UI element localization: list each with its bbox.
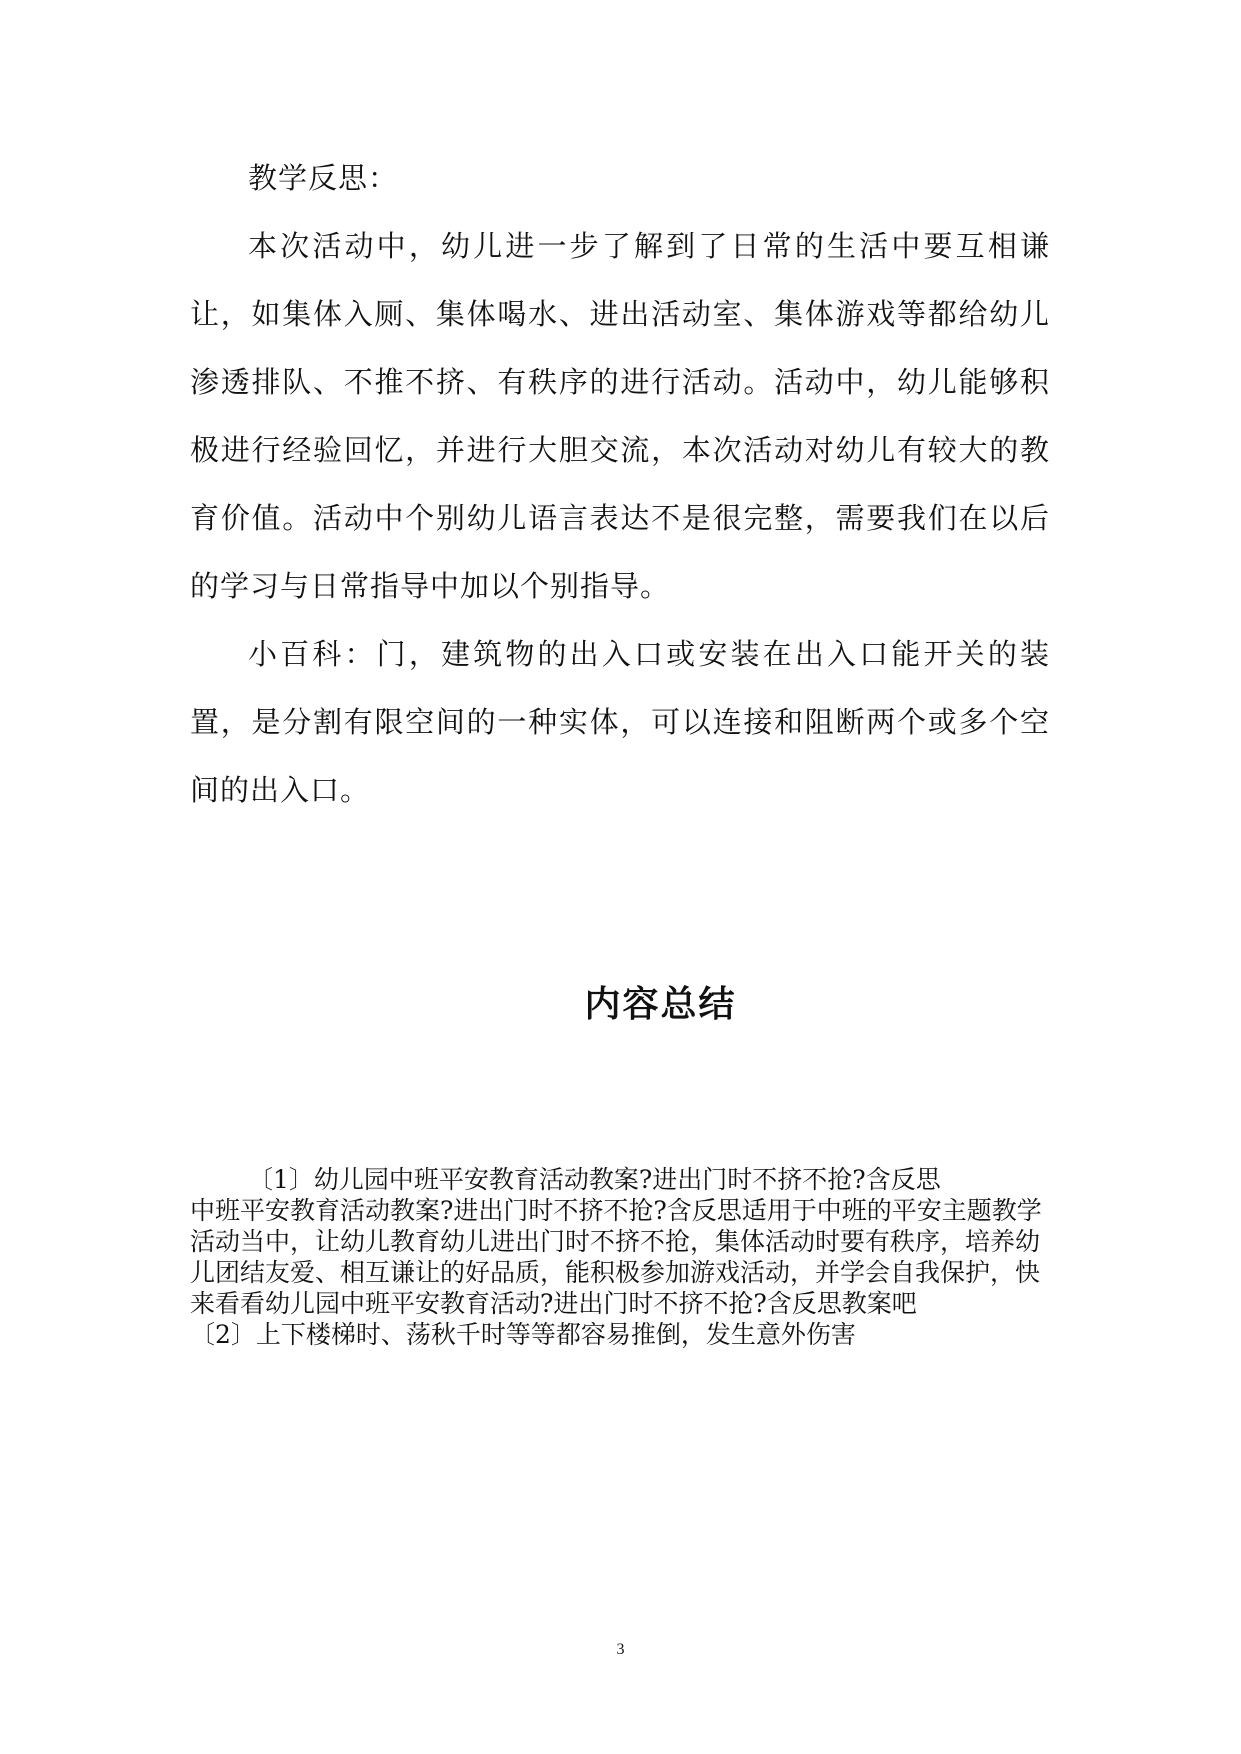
reflection-heading: 教学反思：	[248, 161, 399, 195]
summary-item-1-heading: 〔1〕幼儿园中班平安教育活动教案?进出门时不挤不抢?含反思	[248, 1165, 941, 1194]
reflection-paragraph: 本次活动中，幼儿进一步了解到了日常的生活中要互相谦让，如集体入厕、集体喝水、进出活动室、集体游戏等都给幼儿渗透排队、不推不挤、有秩序的进行活动。活动中，幼儿能够积极进行经验回忆，并进行大胆交流，本次活动对幼儿有较大的教育价值。活动中个别幼儿语言表达不是很完整，需要我们在以后的学习与日常指导中加以个别指导。	[190, 229, 1050, 603]
summary-item-2: 〔2〕上下楼梯时、荡秋千时等等都容易推倒，发生意外伤害	[190, 1320, 856, 1349]
teaching-reflection-section	[190, 144, 1050, 824]
page-number: 3	[616, 1641, 625, 1658]
encyclopedia-paragraph: 小百科：门，建筑物的出入口或安装在出入口能开关的装置，是分割有限空间的一种实体，可以连接和阻断两个或多个空间的出入口。	[190, 637, 1050, 807]
summary-item-1-body: 中班平安教育活动教案?进出门时不挤不抢?含反思适用于中班的平安主题教学活动当中，让幼儿教育幼儿进出门时不挤不抢，集体活动时要有秩序，培养幼儿团结友爱、相互谦让的好品质，能积极参加游戏活动，并学会自我保护，快来看看幼儿园中班平安教育活动?进出门时不挤不抢?含反思教案吧	[190, 1196, 1042, 1318]
summary-title: 内容总结	[584, 984, 737, 1025]
summary-section	[190, 1164, 1060, 1350]
